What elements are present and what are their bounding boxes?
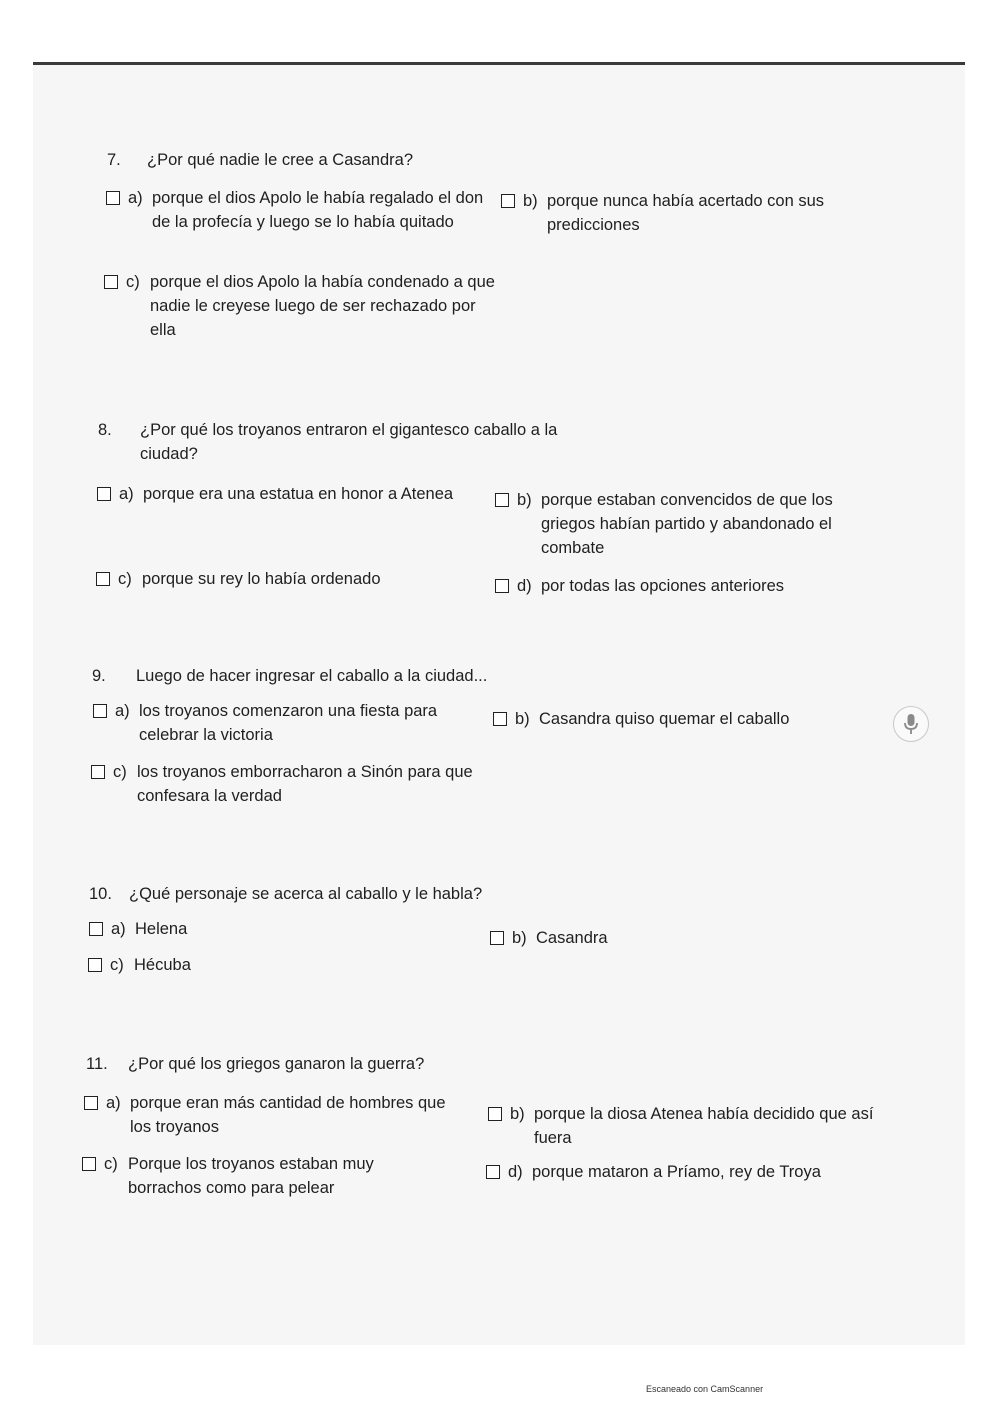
option-text: porque mataron a Príamo, rey de Troya [532,1163,821,1181]
question-11-option-d[interactable] [486,1160,886,1184]
checkbox[interactable] [495,579,509,593]
option-letter: b) [515,710,530,728]
question-10-option-c[interactable] [88,953,388,977]
option-letter: b) [517,491,532,509]
option-text: porque la diosa Atenea había decidido que así fuera [534,1105,874,1147]
question-number: 8. [98,421,112,439]
option-letter: a) [111,920,126,938]
question-number: 7. [107,151,121,169]
option-letter: c) [110,956,124,974]
checkbox[interactable] [97,487,111,501]
question-text: ¿Qué personaje se acerca al caballo y le habla? [129,885,483,903]
question-8-option-b[interactable] [495,488,880,560]
question-7-option-c[interactable] [104,270,496,342]
option-text: Hécuba [134,956,191,974]
option-letter: c) [126,273,140,291]
question-7-option-b[interactable] [501,189,861,237]
option-letter: c) [104,1155,118,1173]
option-letter: d) [508,1163,523,1181]
question-9-option-b[interactable] [493,707,853,731]
question-9-option-a[interactable] [93,699,478,747]
option-letter: a) [128,189,143,207]
checkbox[interactable] [82,1157,96,1171]
checkbox[interactable] [488,1107,502,1121]
question-11-option-c[interactable] [82,1152,442,1200]
option-letter: a) [119,485,134,503]
question-11-option-b[interactable] [488,1102,898,1150]
option-text: Casandra [536,929,608,947]
question-8-option-a[interactable] [97,482,497,506]
checkbox[interactable] [93,704,107,718]
checkbox[interactable] [495,493,509,507]
option-letter: a) [106,1094,121,1112]
checkbox[interactable] [106,191,120,205]
checkbox[interactable] [490,931,504,945]
checkbox[interactable] [493,712,507,726]
option-text: los troyanos comenzaron una fiesta para celebrar la victoria [139,702,438,744]
option-text: porque nunca había acertado con sus predicciones [547,192,825,234]
option-letter: b) [512,929,527,947]
question-10-option-a[interactable] [89,917,389,941]
option-letter: c) [113,763,127,781]
question-7-option-a[interactable] [106,186,486,234]
option-letter: b) [510,1105,525,1123]
option-text: porque el dios Apolo la había condenado a que nadie le creyese luego de ser rechazado por ella [150,273,495,339]
question-text: ¿Por qué nadie le cree a Casandra? [147,151,413,169]
checkbox[interactable] [84,1096,98,1110]
checkbox[interactable] [96,572,110,586]
option-text: porque el dios Apolo le había regalado el don de la profecía y luego se lo había quitado [152,189,484,231]
question-text: ¿Por qué los troyanos entraron el gigantesco caballo a la ciudad? [140,421,558,463]
question-number: 10. [89,885,112,903]
question-10-option-b[interactable] [490,926,790,950]
option-text: Casandra quiso quemar el caballo [539,710,790,728]
checkbox[interactable] [91,765,105,779]
question-number: 9. [92,667,106,685]
option-text: porque era una estatua en honor a Atenea [143,485,454,503]
option-text: por todas las opciones anteriores [541,577,785,595]
question-text: ¿Por qué los griegos ganaron la guerra? [128,1055,425,1073]
question-8-option-d[interactable] [495,574,875,598]
option-letter: c) [118,570,132,588]
question-11-option-a[interactable] [84,1091,464,1139]
question-7-title [107,148,413,172]
scanner-watermark: Escaneado con CamScanner [646,1384,764,1394]
question-9-title [92,664,487,688]
question-number: 11. [86,1055,108,1073]
question-9-option-c[interactable] [91,760,481,808]
checkbox[interactable] [88,958,102,972]
question-11-title [86,1052,424,1076]
microphone-icon[interactable] [893,706,929,742]
option-text: los troyanos emborracharon a Sinón para que confesara la verdad [137,763,473,805]
checkbox[interactable] [104,275,118,289]
checkbox[interactable] [89,922,103,936]
option-letter: d) [517,577,532,595]
option-text: porque eran más cantidad de hombres que los troyanos [130,1094,446,1136]
option-text: porque estaban convencidos de que los griegos habían partido y abandonado el combate [541,491,833,557]
question-8-option-c[interactable] [96,567,476,591]
option-text: porque su rey lo había ordenado [142,570,381,588]
checkbox[interactable] [486,1165,500,1179]
option-text: Porque los troyanos estaban muy borrachos como para pelear [128,1155,374,1197]
question-10-title [89,882,482,906]
option-letter: a) [115,702,130,720]
checkbox[interactable] [501,194,515,208]
option-text: Helena [135,920,188,938]
question-8-title [98,418,618,466]
option-letter: b) [523,192,538,210]
question-text: Luego de hacer ingresar el caballo a la ciudad... [136,667,488,685]
